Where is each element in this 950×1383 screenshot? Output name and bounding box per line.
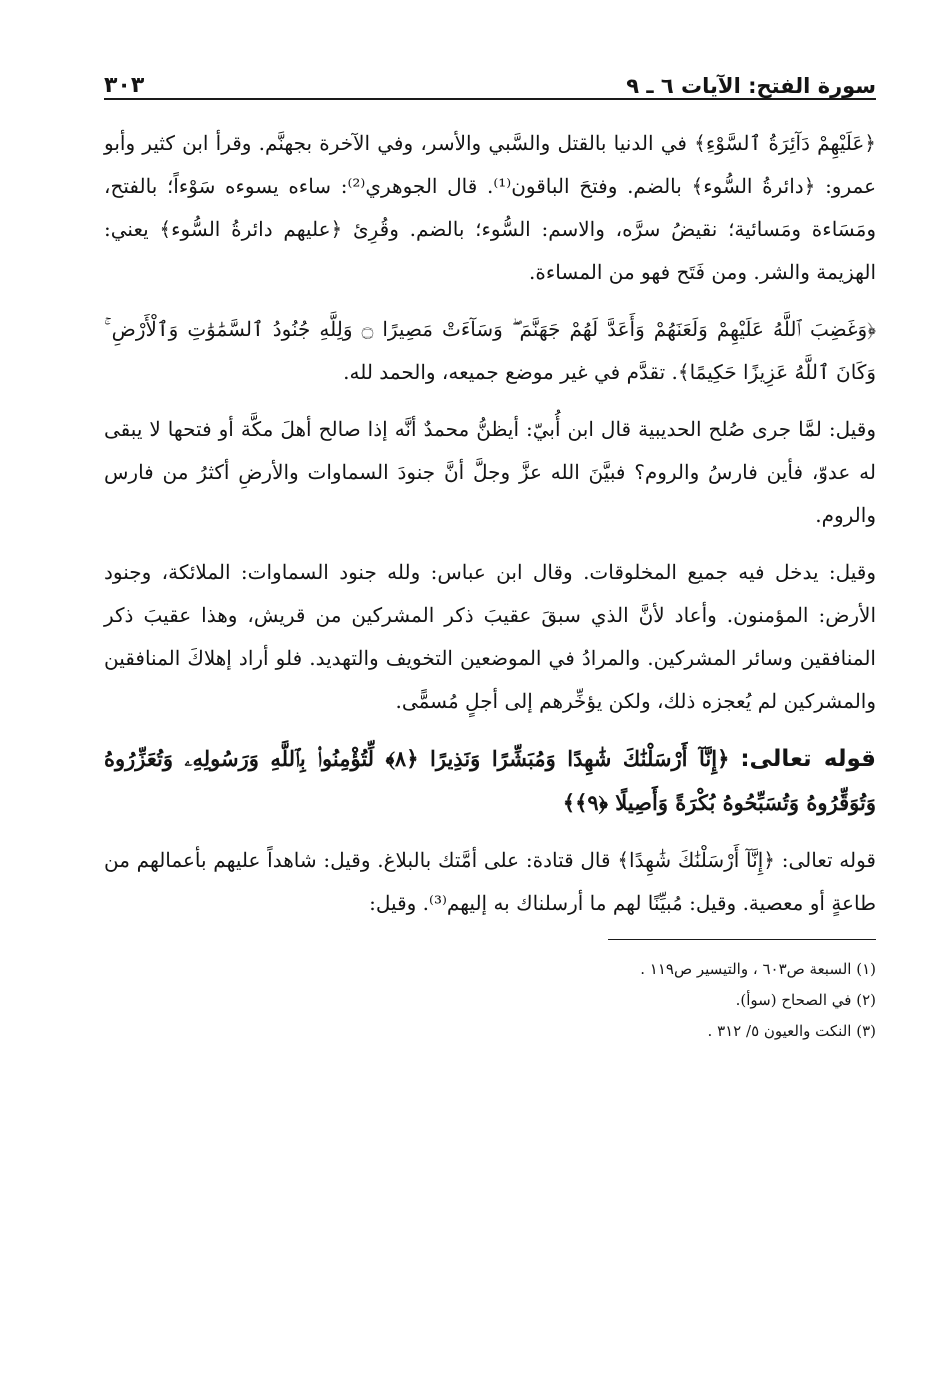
footnote-divider <box>608 939 876 940</box>
paragraph-hudaybiyyah: وقيل: لمَّا جرى صُلح الحديبية قال ابن أُبيّ: أيظنُّ محمدٌ أنَّه إذا صالح أهلَ مكَّة أو فتحها لا يبقى له عدوّ، فأين فارسُ والروم؟ فبيَّنَ الله عزَّ وجلَّ أنَّ جنودَ السماوات والأرضِ أكثرُ من فارس والروم. <box>104 417 876 527</box>
paragraph-quran-verse: ﴿وَغَضِبَ ٱللَّهُ عَلَيْهِمْ وَلَعَنَهُمْ وَأَعَدَّ لَهُمْ جَهَنَّمَ ۖ وَسَآءَتْ مَصِيرًا ۝ وَلِلَّهِ جُنُودُ ٱلسَّمَٰوَٰتِ وَٱلْأَرْضِ ۚ وَكَانَ ٱللَّهُ عَزِيزًا حَكِيمًا﴾. تقدَّم في غير موضع جميعه، والحمد لله. <box>104 317 876 384</box>
paragraph-shahid: قوله تعالى: ﴿إِنَّآ أَرْسَلْنَٰكَ شَٰهِدًا﴾ قال قتادة: على أمَّتك بالبلاغ. وقيل: شاهداً عليهم بأعمالهم من طاعةٍ أو معصية. وقيل: مُبيِّنًا لهم ما أرسلناك به إليهم⁽³⁾. وقيل: <box>104 848 876 915</box>
verse-heading-lead: قوله تعالى: <box>740 746 876 772</box>
verse-heading-ayah: ﴿إِنَّآ أَرْسَلْنَٰكَ شَٰهِدًا وَمُبَشِّرًا وَنَذِيرًا ﴿٨﴾ لِّتُؤْمِنُوا۟ بِٱللَّهِ وَرَسُولِهِۦ وَتُعَزِّرُوهُ وَتُوَقِّرُوهُ وَتُسَبِّحُوهُ بُكْرَةً وَأَصِيلًا ﴿٩﴾﴾ <box>104 746 876 815</box>
book-page <box>104 62 876 1352</box>
verse-heading <box>104 737 876 825</box>
footnotes <box>104 954 876 1047</box>
paragraph-daira-al-saw: ﴿عَلَيْهِمْ دَآئِرَةُ ٱلسَّوْءِ﴾ في الدنيا بالقتل والسَّبي والأسر، وفي الآخرة بجهنَّم. وقرأ ابن كثير وأبو عمرو: ﴿دائرةُ السُّوء﴾ بالضم. وفتحَ الباقون⁽¹⁾. قال الجوهري⁽²⁾: ساءه يسوءه سَوْءاً؛ بالفتح، ومَسَاءة ومَسائية؛ نقيضُ سرَّه، والاسم: السُّوء؛ بالضم. وقُرِئ ﴿عليهم دائرةُ السُّوء﴾ يعني: الهزيمة والشر. ومن فَتَح فهو من المساءة. <box>104 131 876 284</box>
running-header <box>104 62 876 100</box>
footnote-1: (١) السبعة ص٦٠٣ ، والتيسير ص١١٩ . <box>640 960 876 978</box>
footnote-3: (٣) النكت والعيون ٥/ ٣١٢ . <box>707 1022 876 1040</box>
page-number: ٣٠٣ <box>104 73 145 98</box>
body-text <box>104 122 876 925</box>
paragraph-makhluqat: وقيل: يدخل فيه جميع المخلوقات. وقال ابن عباس: ولله جنود السماوات: الملائكة، وجنود الأرض: المؤمنون. وأعاد لأنَّ الذي سبقَ عقيبَ ذكر المشركين من قريش، وهذا عقيبَ ذكر المنافقين وسائر المشركين. والمرادُ في الموضعين التخويف والتهديد. فلو أراد إهلاكَ المنافقين والمشركين لم يُعجزه ذلك، ولكن يؤخِّرهم إلى أجلٍ مُسمًّى. <box>104 560 876 713</box>
footnote-2: (٢) في الصحاح (سوأ). <box>735 991 876 1009</box>
header-title: سورة الفتح: الآيات ٦ ـ ٩ <box>626 74 876 98</box>
